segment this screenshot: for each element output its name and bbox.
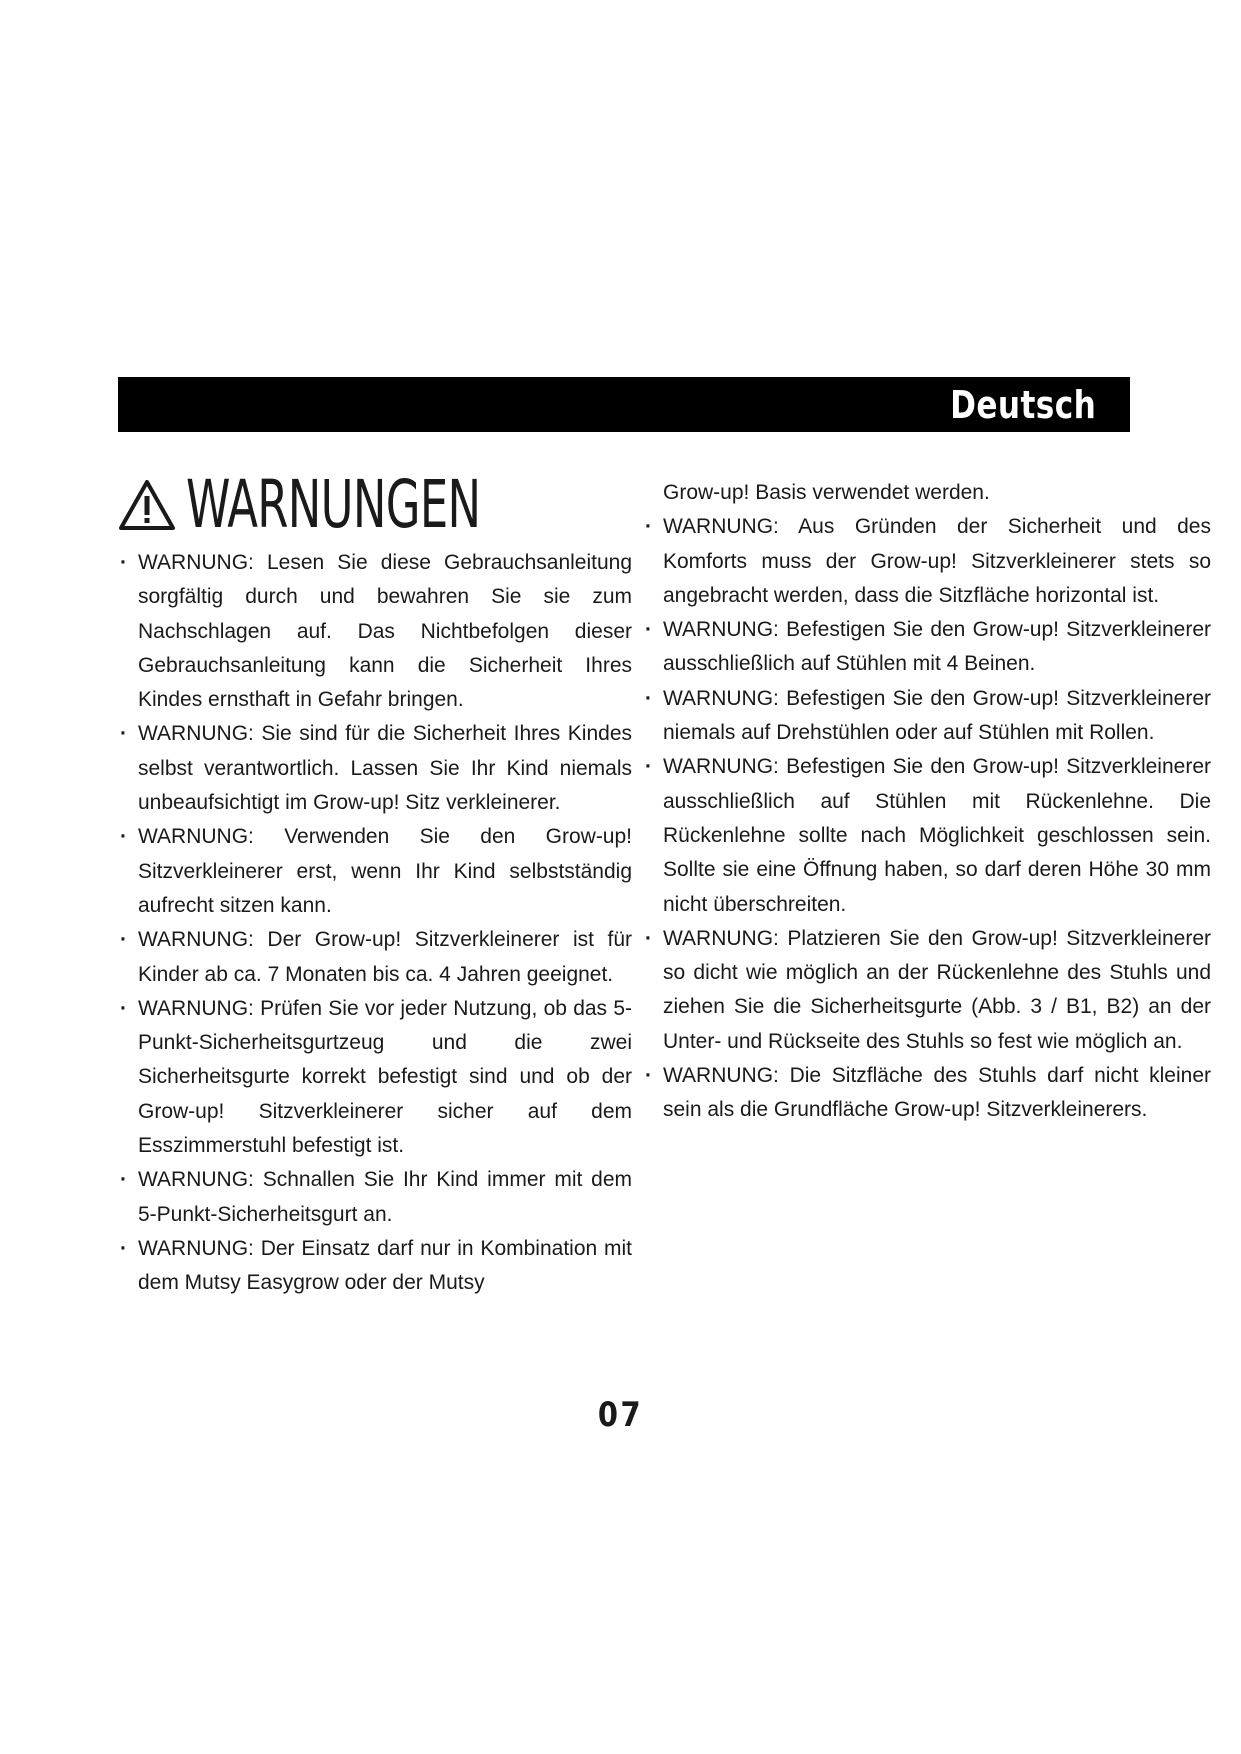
language-label: Deutsch	[949, 383, 1096, 427]
warning-item: · WARNUNG: Befestigen Sie den Grow-up! Sitzverkleinerer ausschließlich auf Stühlen mit 4 Beinen.	[645, 613, 1211, 682]
warnings-heading	[118, 466, 619, 543]
left-column	[120, 546, 632, 1301]
warning-item: · WARNUNG: Lesen Sie diese Gebrauchsanleitung sorgfältig durch und bewahren Sie sie zum Nachschlagen auf. Das Nichtbefolgen dieser Gebrauchsanleitung kann die Sicherheit Ihres Kindes ernsthaft in Gefahr bringen.	[120, 546, 632, 717]
page-number: 07	[597, 1395, 644, 1435]
warning-triangle-icon	[118, 478, 176, 532]
warning-item: · WARNUNG: Schnallen Sie Ihr Kind immer mit dem 5-Punkt-Sicherheitsgurt an.	[120, 1163, 632, 1232]
warning-item: · WARNUNG: Aus Gründen der Sicherheit und des Komforts muss der Grow-up! Sitzverkleinerer stets so angebracht werden, dass die Sitzfläche horizontal ist.	[645, 510, 1211, 613]
warning-item: · WARNUNG: Der Einsatz darf nur in Kombination mit dem Mutsy Easygrow oder der Mutsy	[120, 1232, 632, 1301]
warning-item: · WARNUNG: Befestigen Sie den Grow-up! Sitzverkleinerer ausschließlich auf Stühlen mit Rückenlehne. Die Rückenlehne sollte nach Möglichkeit geschlossen sein. Sollte sie eine Öffnung haben, so darf deren Höhe 30 mm nicht überschreiten.	[645, 750, 1211, 921]
warnings-title: WARNUNGEN	[186, 466, 481, 543]
warning-item: · WARNUNG: Prüfen Sie vor jeder Nutzung, ob das 5-Punkt-Sicherheitsgurtzeug und die zwei Sicherheitsgurte korrekt befestigt sind und ob der Grow-up! Sitzverkleinerer sicher auf dem Esszimmerstuhl befestigt ist.	[120, 992, 632, 1163]
warning-item: · WARNUNG: Befestigen Sie den Grow-up! Sitzverkleinerer niemals auf Drehstühlen oder auf Stühlen mit Rollen.	[645, 682, 1211, 751]
warning-item: · WARNUNG: Verwenden Sie den Grow-up! Sitzverkleinerer erst, wenn Ihr Kind selbstständig aufrecht sitzen kann.	[120, 820, 632, 923]
warning-item: · WARNUNG: Der Grow-up! Sitzverkleinerer ist für Kinder ab ca. 7 Monaten bis ca. 4 Jahren geeignet.	[120, 923, 632, 992]
right-column	[645, 476, 1211, 1128]
warning-item: · WARNUNG: Sie sind für die Sicherheit Ihres Kindes selbst verantwortlich. Lassen Sie Ihr Kind niemals unbeaufsichtigt im Grow-up! Sitz verkleinerer.	[120, 717, 632, 820]
language-header-bar	[118, 377, 1130, 432]
warning-item: · WARNUNG: Die Sitzfläche des Stuhls darf nicht kleiner sein als die Grundfläche Grow-up! Sitzverkleinerers.	[645, 1059, 1211, 1128]
warning-item: · WARNUNG: Platzieren Sie den Grow-up! Sitzverkleinerer so dicht wie möglich an der Rückenlehne des Stuhls und ziehen Sie die Sicherheitsgurte (Abb. 3 / B1, B2) an der Unter- und Rückseite des Stuhls so fest wie möglich an.	[645, 922, 1211, 1059]
warning-item-continuation: Grow-up! Basis verwendet werden.	[663, 481, 990, 504]
